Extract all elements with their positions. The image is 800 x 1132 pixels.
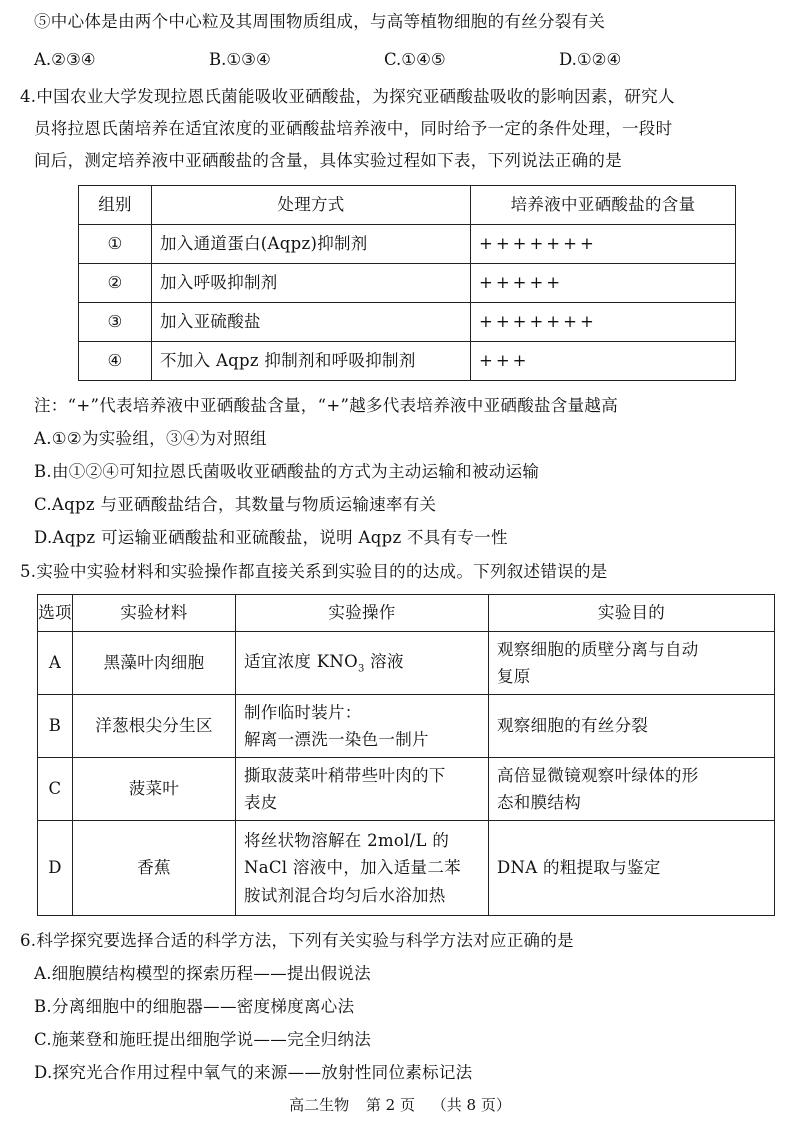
q4-cell-content: +++ bbox=[471, 342, 736, 381]
footer-total: （共 8 页） bbox=[431, 1096, 511, 1114]
q3-options bbox=[34, 52, 774, 69]
q4-option-d: D.Aqpz 可运输亚硒酸盐和亚硫酸盐，说明 Aqpz 不具有专一性 bbox=[34, 528, 508, 547]
q5-operation-text: 溶液 bbox=[364, 652, 404, 672]
q3-option-a: A.②③④ bbox=[34, 50, 96, 69]
q4-cell-treatment: 加入亚硫酸盐 bbox=[152, 303, 471, 342]
footer-subject: 高二生物 bbox=[289, 1096, 350, 1114]
q4-stem-line-3: 间后，测定培养液中亚硒酸盐的含量，具体实验过程如下表，下列说法正确的是 bbox=[34, 151, 622, 170]
footer-page: 第 2 页 bbox=[365, 1096, 415, 1114]
q4-cell-content: +++++++ bbox=[471, 303, 736, 342]
q5-header-material: 实验材料 bbox=[73, 595, 236, 632]
q5-table-header bbox=[38, 595, 775, 632]
q5-purpose-line: 态和膜结构 bbox=[497, 793, 581, 812]
q5-cell-operation bbox=[236, 695, 489, 758]
table-row bbox=[79, 225, 736, 264]
q5-operation-line: 表皮 bbox=[244, 793, 278, 812]
q5-purpose-line: DNA 的粗提取与鉴定 bbox=[497, 858, 661, 878]
q4-cell-treatment: 加入呼吸抑制剂 bbox=[152, 264, 471, 303]
q4-option-b: B.由①②④可知拉恩氏菌吸收亚硒酸盐的方式为主动运输和被动运输 bbox=[34, 462, 540, 481]
q4-stem-line-2: 员将拉恩氏菌培养在适宜浓度的亚硒酸盐培养液中，同时给予一定的条件处理，一段时 bbox=[34, 119, 673, 138]
q5-operation-line: 制作临时装片： bbox=[244, 702, 362, 722]
q4-cell-group: ② bbox=[79, 264, 152, 303]
q5-cell-option: C bbox=[38, 758, 73, 821]
q6-option-d: D.探究光合作用过程中氧气的来源——放射性同位素标记法 bbox=[34, 1063, 473, 1082]
q5-cell-option: B bbox=[38, 695, 73, 758]
table-row bbox=[38, 758, 775, 821]
q4-cell-treatment: 不加入 Aqpz 抑制剂和呼吸抑制剂 bbox=[152, 342, 471, 381]
q4-option-c: C.Aqpz 与亚硒酸盐结合，其数量与物质运输速率有关 bbox=[34, 495, 437, 514]
q4-table bbox=[78, 185, 736, 381]
q5-operation-line: 撕取菠菜叶稍带些叶肉的下 bbox=[244, 765, 446, 785]
q4-cell-group: ① bbox=[79, 225, 152, 264]
q5-operation-subscript: 3 bbox=[357, 663, 365, 675]
table-row bbox=[79, 342, 736, 381]
q5-cell-purpose bbox=[489, 632, 775, 695]
q3-option-c: C.①④⑤ bbox=[384, 50, 446, 69]
q5-cell-operation bbox=[236, 758, 489, 821]
q3-item-5: ⑤中心体是由两个中心粒及其周围物质组成，与高等植物细胞的有丝分裂有关 bbox=[34, 12, 606, 31]
q5-operation-line: 胺试剂混合均匀后水浴加热 bbox=[244, 885, 446, 905]
table-row bbox=[38, 821, 775, 916]
q6-stem: 6.科学探究要选择合适的科学方法，下列有关实验与科学方法对应正确的是 bbox=[20, 931, 574, 950]
q4-header-treatment: 处理方式 bbox=[152, 186, 471, 225]
q5-header-operation: 实验操作 bbox=[236, 595, 489, 632]
q4-cell-group: ③ bbox=[79, 303, 152, 342]
table-row bbox=[38, 632, 775, 695]
q5-cell-material: 黑藻叶肉细胞 bbox=[73, 632, 236, 695]
table-row bbox=[79, 303, 736, 342]
q5-purpose-line: 高倍显微镜观察叶绿体的形 bbox=[497, 765, 699, 785]
table-row bbox=[79, 264, 736, 303]
q4-cell-group: ④ bbox=[79, 342, 152, 381]
q5-cell-purpose bbox=[489, 695, 775, 758]
q4-note: 注：“+”代表培养液中亚硒酸盐含量，“+”越多代表培养液中亚硒酸盐含量越高 bbox=[34, 396, 618, 415]
q4-cell-content: +++++ bbox=[471, 264, 736, 303]
q5-cell-material: 香蕉 bbox=[73, 821, 236, 916]
q5-cell-material: 菠菜叶 bbox=[73, 758, 236, 821]
q5-operation-line: NaCl 溶液中，加入适量二苯 bbox=[244, 858, 461, 878]
q5-stem: 5.实验中实验材料和实验操作都直接关系到实验目的的达成。下列叙述错误的是 bbox=[20, 562, 608, 581]
table-row bbox=[38, 695, 775, 758]
q5-cell-purpose bbox=[489, 821, 775, 916]
q5-cell-operation bbox=[236, 821, 489, 916]
q5-purpose-line: 复原 bbox=[497, 667, 531, 686]
q3-option-b: B.①③④ bbox=[209, 50, 271, 69]
q4-header-group: 组别 bbox=[79, 186, 152, 225]
q6-option-b: B.分离细胞中的细胞器——密度梯度离心法 bbox=[34, 997, 355, 1016]
q5-table bbox=[37, 594, 775, 916]
q5-operation-line: 将丝状物溶解在 2mol/L 的 bbox=[244, 831, 450, 851]
q4-cell-treatment: 加入通道蛋白(Aqpz)抑制剂 bbox=[152, 225, 471, 264]
q5-header-purpose: 实验目的 bbox=[489, 595, 775, 632]
q3-option-d: D.①②④ bbox=[559, 50, 622, 69]
q5-cell-material: 洋葱根尖分生区 bbox=[73, 695, 236, 758]
q4-table-header bbox=[79, 186, 736, 225]
q6-option-a: A.细胞膜结构模型的探索历程——提出假说法 bbox=[34, 964, 371, 983]
q5-cell-option: A bbox=[38, 632, 73, 695]
q5-purpose-line: 观察细胞的有丝分裂 bbox=[497, 716, 649, 736]
page-footer bbox=[0, 1098, 800, 1113]
q5-operation-text: 适宜浓度 KNO bbox=[244, 652, 358, 672]
q5-operation-line: 解离一漂洗一染色一制片 bbox=[244, 730, 429, 749]
q4-option-a: A.①②为实验组，③④为对照组 bbox=[34, 429, 267, 448]
q5-cell-purpose bbox=[489, 758, 775, 821]
q4-cell-content: +++++++ bbox=[471, 225, 736, 264]
q5-header-option: 选项 bbox=[38, 595, 73, 632]
q4-header-content: 培养液中亚硒酸盐的含量 bbox=[471, 186, 736, 225]
q6-option-c: C.施莱登和施旺提出细胞学说——完全归纳法 bbox=[34, 1030, 372, 1049]
q5-purpose-line: 观察细胞的质壁分离与自动 bbox=[497, 639, 699, 659]
q5-cell-option: D bbox=[38, 821, 73, 916]
q4-stem-line-1: 4.中国农业大学发现拉恩氏菌能吸收亚硒酸盐，为探究亚硒酸盐吸收的影响因素，研究人 bbox=[20, 87, 675, 106]
q5-cell-operation bbox=[236, 632, 489, 695]
